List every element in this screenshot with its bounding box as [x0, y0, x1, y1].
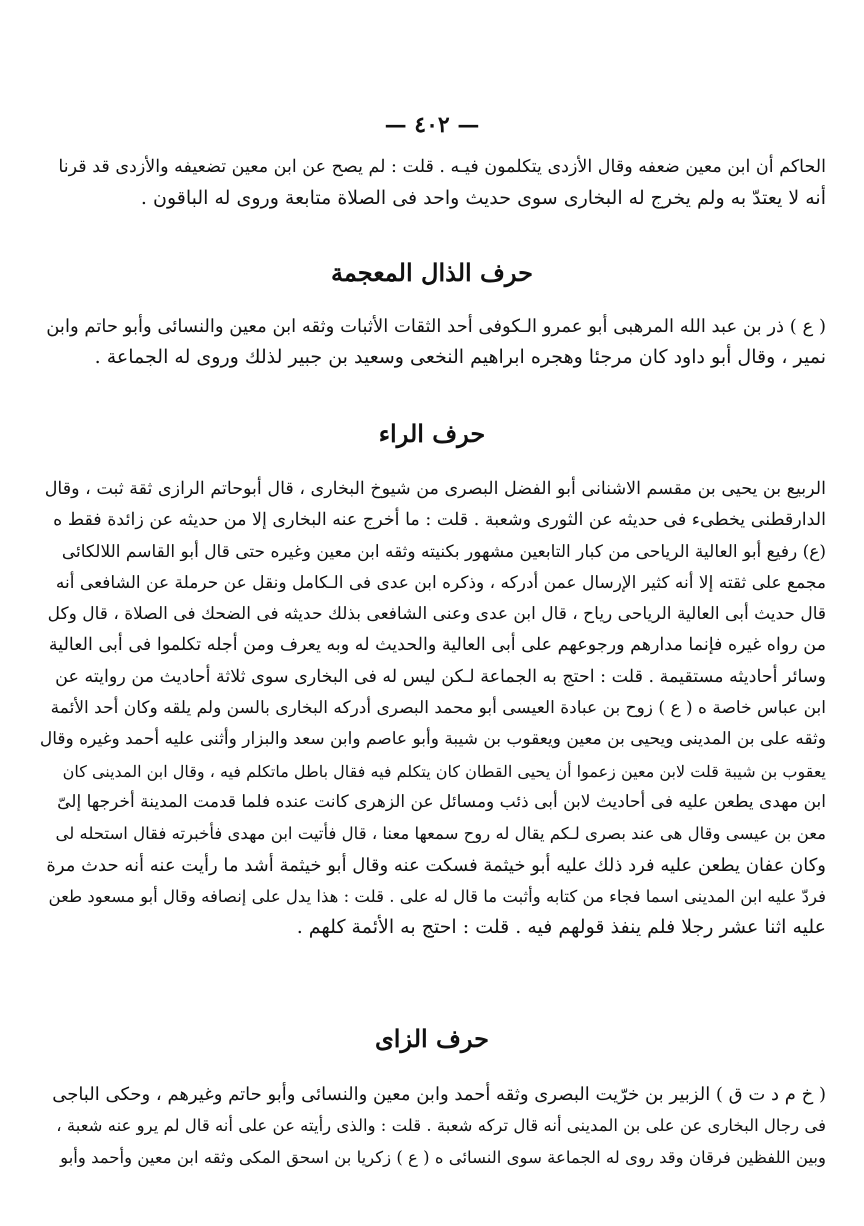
page-number: — ٤٠٢ — — [384, 112, 480, 138]
text-line: وكان عفان يطعن عليه فرد ذلك عليه أبو خيثمة فسكت عنه وقال أبو خيثمة أشد ما رأيت عنه أنه حدث مرة — [46, 854, 826, 876]
text-line: فى رجال البخارى عن على بن المدينى أنه قال تركه شعبة . قلت : والذى رأيته عن على أنه قال لم يرو عنه شعبة ، — [56, 1116, 826, 1136]
text-line: وبين اللفظين فرقان وقد روى له الجماعة سوى النسائى ه ( ع ) زكريا بن اسحق المكى وثقه ابن معين وأحمد وأبو — [60, 1147, 826, 1167]
text-line: قال حديث أبى العالية الرياحى رياح ، قال ابن عدى وعنى الشافعى بذلك حديثه فى الضحك فى الصلاة ، قال وكل — [47, 604, 826, 625]
text-line: الدارقطنى يخطىء فى حديثه عن الثورى وشعبة . قلت : ما أخرج عنه البخارى إلا من حديثه عن زائدة فقط ه — [53, 510, 826, 531]
text-line: ابن مهدى يطعن عليه فى أحاديث لابن أبى ذئب ومسائل عن الزهرى كانت عنده فلما قدمت المدينة أخرجها إلىّ — [57, 791, 826, 812]
text-line: مجمع على ثقته إلا أنه كثير الإرسال عمن أدركه ، وذكره ابن عدى فى الـكامل ونقل عن حرملة عن الشافعى أنه — [55, 572, 826, 593]
text-line: أنه لا يعتدّ به ولم يخرج له البخارى سوى حديث واحد فى الصلاة متابعة وروى له الباقون . — [140, 187, 826, 210]
section-heading-zay: حرف الزاى — [375, 1024, 489, 1053]
text-line: الحاكم أن ابن معين ضعفه وقال الأزدى يتكلمون فيـه . قلت : لم يصح عن ابن معين تضعيفه والأزدى قد قرنا — [58, 157, 826, 177]
ra-paragraph — [40, 474, 826, 943]
intro-paragraph — [40, 152, 826, 215]
text-line: (ع) رفيع أبو العالية الرياحى من كبار التابعين مشهور بكنيته وثقه ابن معين وغيره حتى قال أبو القاسم اللالكائى — [61, 541, 826, 562]
text-line: ابن عباس خاصة ه ( ع ) زوح بن عبادة العيسى أبو محمد البصرى أدركه البخارى بالسن ولم يلقه وكان أحد الأئمة — [50, 698, 826, 719]
text-line: ( خ م د ت ق ) الزبير بن خرّيت البصرى وثقه أحمد وابن معين والنسائى وأبو حاتم وغيرهم ، وحكى الباجى — [52, 1084, 826, 1105]
text-line: فردّ عليه ابن المدينى اسما فجاء من كتابه وأثبت ما قال له على . قلت : هذا يدل على إنصافه وقال أبو مسعود طعن — [48, 886, 826, 906]
dhal-paragraph — [40, 311, 826, 374]
zay-paragraph — [40, 1079, 826, 1173]
text-line: نمير ، وقال أبو داود كان مرجئا وهجره ابراهيم النخعى وسعيد بن جبير لذلك وروى له الجماعة . — [94, 346, 826, 369]
text-line: معن بن عيسى وقال هى عند بصرى لـكم يقال له روح سمعها معنا ، قال فأتيت ابن مهدى فأخبرته فقال استحله لى — [55, 824, 826, 844]
text-line: وثقه على بن المدينى ويحيى بن معين ويعقوب بن شيبة وأبو عاصم وابن سعد والبزار وأثنى عليه أحمد وغيره وقال — [40, 729, 826, 750]
text-line: وسائر أحاديثه مستقيمة . قلت : احتج به الجماعة لـكن ليس له فى البخارى سوى ثلاثة أحاديث من روايته عن — [55, 666, 826, 687]
text-line: الربيع بن يحيى بن مقسم الاشنانى أبو الفضل البصرى من شيوخ البخارى ، قال أبوحاتم الرازى ثقة ثبت ، وقال — [44, 479, 826, 499]
section-heading-dhal: حرف الذال المعجمة — [330, 258, 534, 287]
text-line: عليه اثنا عشر رجلا فلم ينفذ قولهم فيه . قلت : احتج به الأئمة كلهم . — [296, 916, 826, 939]
section-heading-ra: حرف الراء — [378, 419, 486, 448]
text-line: ( ع ) ذر بن عبد الله المرهبى أبو عمرو الـكوفى أحد الثقات الأثبات وثقه ابن معين والنسائى وأبو حاتم وابن — [46, 316, 826, 337]
text-line: يعقوب بن شيبة قلت لابن معين زعموا أن يحيى القطان كان يتكلم فيه فقال باطل ماتكلم فيه ، وقال ابن المدينى كان — [62, 761, 826, 781]
text-line: من رواه غيره فإنما مدارهم ورجوعهم على أبى العالية والحديث له وبه يعرف ومن أجله تكلموا فى أبى العالية — [48, 635, 826, 656]
